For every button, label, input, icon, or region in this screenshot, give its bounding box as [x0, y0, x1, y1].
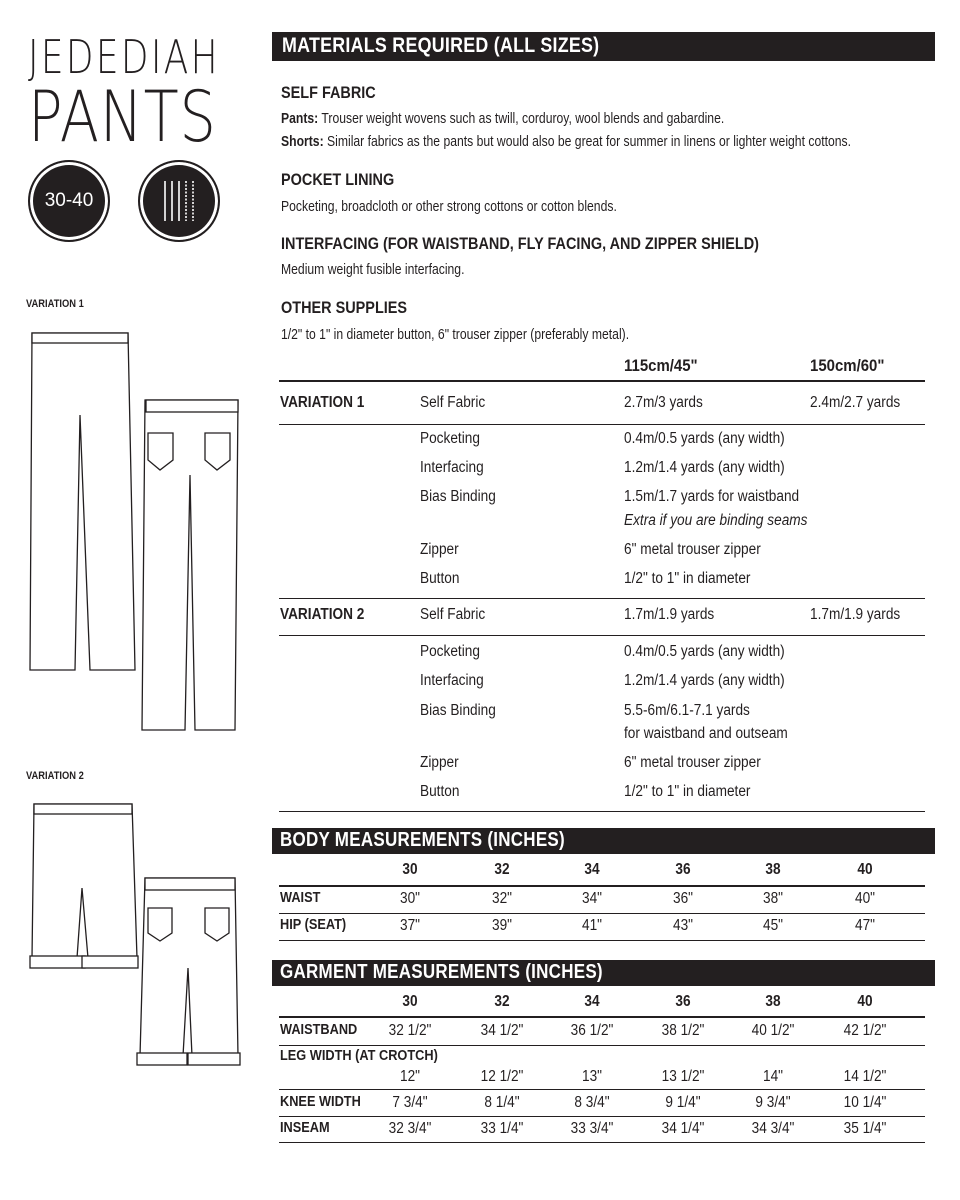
measurement-value: 34 1/4"	[661, 1120, 705, 1137]
measurement-value: 42 1/2"	[843, 1022, 887, 1039]
material-amount: 1.7m/1.9 yards	[810, 606, 901, 623]
material-amount: 1.2m/1.4 yards (any width)	[624, 459, 785, 476]
measurement-value: 34 1/2"	[480, 1022, 524, 1039]
row-label: INSEAM	[280, 1120, 330, 1136]
measurement-value: 39"	[491, 917, 513, 934]
variation-1-row-label: VARIATION 1	[280, 394, 365, 411]
pants-fabric-text: Pants: Trouser weight wovens such as twill, corduroy, wool blends and gabardine.	[281, 111, 725, 127]
measurement-value: 40 1/2"	[751, 1022, 795, 1039]
material-amount: 6" metal trouser zipper	[624, 541, 761, 558]
size-header: 40	[857, 993, 873, 1010]
row-label: HIP (SEAT)	[280, 917, 347, 933]
material-item: Button	[420, 783, 460, 800]
divider	[279, 1116, 925, 1117]
measurement-value: 37"	[399, 917, 421, 934]
measurement-value: 9 3/4"	[755, 1094, 791, 1111]
measurement-value: 10 1/4"	[843, 1094, 887, 1111]
size-header: 38	[765, 861, 781, 878]
pocket-lining-heading: POCKET LINING	[281, 170, 395, 189]
bias-note: for waistband and outseam	[624, 725, 788, 742]
material-amount: 6" metal trouser zipper	[624, 754, 761, 771]
material-item: Pocketing	[420, 430, 480, 447]
material-item: Bias Binding	[420, 702, 496, 719]
material-amount: 1.2m/1.4 yards (any width)	[624, 672, 785, 689]
variation-1-label: VARIATION 1	[26, 298, 84, 310]
measurement-value: 32 3/4"	[388, 1120, 432, 1137]
measurement-value: 30"	[399, 890, 421, 907]
divider	[279, 1045, 925, 1046]
size-header: 30	[402, 993, 418, 1010]
size-header: 30	[402, 861, 418, 878]
divider	[279, 635, 925, 636]
measurement-value: 36 1/2"	[570, 1022, 614, 1039]
size-header: 34	[584, 861, 600, 878]
material-item: Self Fabric	[420, 394, 486, 411]
material-amount: 2.7m/3 yards	[624, 394, 703, 411]
measurement-value: 13 1/2"	[661, 1068, 705, 1085]
divider	[279, 811, 925, 812]
size-range-badge	[28, 160, 110, 242]
divider	[279, 424, 925, 425]
material-item: Button	[420, 570, 460, 587]
divider	[279, 380, 925, 382]
size-range-text: 30-40	[44, 190, 94, 211]
garment-measurements-heading-bar: GARMENT MEASUREMENTS (INCHES)	[272, 960, 935, 986]
self-fabric-heading: SELF FABRIC	[281, 83, 376, 102]
row-label: WAIST	[280, 890, 321, 906]
material-item: Pocketing	[420, 643, 480, 660]
measurement-value: 8 3/4"	[574, 1094, 610, 1111]
measurement-value: 40"	[854, 890, 876, 907]
row-label: WAISTBAND	[280, 1022, 358, 1038]
measurement-value: 36"	[672, 890, 694, 907]
measurement-value: 41"	[581, 917, 603, 934]
interfacing-text: Medium weight fusible interfacing.	[281, 262, 465, 278]
divider	[279, 913, 925, 914]
column-115cm: 115cm/45"	[624, 356, 698, 375]
material-amount: 1.7m/1.9 yards	[624, 606, 715, 623]
measurement-value: 14 1/2"	[843, 1068, 887, 1085]
divider	[279, 1089, 925, 1090]
material-amount: 1.5m/1.7 yards for waistband	[624, 488, 800, 505]
column-150cm: 150cm/60"	[810, 356, 885, 375]
material-amount: 2.4m/2.7 yards	[810, 394, 901, 411]
other-supplies-text: 1/2" to 1" in diameter button, 6" trouser zipper (preferably metal).	[281, 327, 630, 343]
materials-heading-bar: MATERIALS REQUIRED (ALL SIZES)	[272, 32, 935, 61]
variation-2-row-label: VARIATION 2	[280, 606, 365, 623]
measurement-value: 14"	[762, 1068, 784, 1085]
divider	[279, 885, 925, 887]
material-amount: 0.4m/0.5 yards (any width)	[624, 430, 785, 447]
measurement-value: 7 3/4"	[392, 1094, 428, 1111]
material-item: Self Fabric	[420, 606, 486, 623]
size-header: 32	[494, 861, 510, 878]
measurement-value: 45"	[762, 917, 784, 934]
size-header: 36	[675, 861, 691, 878]
measurement-value: 12"	[399, 1068, 421, 1085]
title-line-2: PANTS	[28, 76, 217, 158]
measurement-value: 32"	[491, 890, 513, 907]
measurement-value: 33 3/4"	[570, 1120, 614, 1137]
measurement-value: 38 1/2"	[661, 1022, 705, 1039]
other-supplies-heading: OTHER SUPPLIES	[281, 298, 408, 317]
size-header: 36	[675, 993, 691, 1010]
measurement-value: 47"	[854, 917, 876, 934]
divider	[279, 598, 925, 599]
shorts-variation-2-illustration	[20, 798, 250, 1073]
measurement-value: 33 1/4"	[480, 1120, 524, 1137]
pants-variation-1-illustration	[20, 325, 250, 735]
measurement-value: 43"	[672, 917, 694, 934]
measurement-value: 12 1/2"	[480, 1068, 524, 1085]
material-item: Interfacing	[420, 672, 484, 689]
pocket-lining-text: Pocketing, broadcloth or other strong cottons or cotton blends.	[281, 199, 617, 215]
size-header: 34	[584, 993, 600, 1010]
material-amount: 1/2" to 1" in diameter	[624, 570, 751, 587]
row-label: LEG WIDTH (AT CROTCH)	[280, 1048, 438, 1064]
measurement-value: 32 1/2"	[388, 1022, 432, 1039]
row-label: KNEE WIDTH	[280, 1094, 361, 1110]
size-header: 38	[765, 993, 781, 1010]
size-header: 32	[494, 993, 510, 1010]
sewing-needles-icon	[138, 160, 220, 242]
bias-note: Extra if you are binding seams	[624, 512, 808, 529]
size-header: 40	[857, 861, 873, 878]
body-measurements-heading-bar: BODY MEASUREMENTS (INCHES)	[272, 828, 935, 854]
material-item: Bias Binding	[420, 488, 496, 505]
title-line-1: JEDEDIAH	[28, 30, 221, 84]
measurement-value: 13"	[581, 1068, 603, 1085]
measurement-value: 9 1/4"	[665, 1094, 701, 1111]
divider	[279, 1142, 925, 1143]
material-amount: 0.4m/0.5 yards (any width)	[624, 643, 785, 660]
measurement-value: 38"	[762, 890, 784, 907]
material-item: Zipper	[420, 541, 459, 558]
shorts-fabric-text: Shorts: Similar fabrics as the pants but would also be great for summer in linens or lighter weight cottons.	[281, 134, 852, 150]
material-item: Interfacing	[420, 459, 484, 476]
divider	[279, 940, 925, 941]
measurement-value: 34"	[581, 890, 603, 907]
divider	[279, 1016, 925, 1018]
variation-2-label: VARIATION 2	[26, 770, 84, 782]
interfacing-heading: INTERFACING (FOR WAISTBAND, FLY FACING, AND ZIPPER SHIELD)	[281, 234, 759, 253]
measurement-value: 8 1/4"	[484, 1094, 520, 1111]
measurement-value: 34 3/4"	[751, 1120, 795, 1137]
material-amount: 5.5-6m/6.1-7.1 yards	[624, 702, 750, 719]
measurement-value: 35 1/4"	[843, 1120, 887, 1137]
material-item: Zipper	[420, 754, 459, 771]
material-amount: 1/2" to 1" in diameter	[624, 783, 751, 800]
